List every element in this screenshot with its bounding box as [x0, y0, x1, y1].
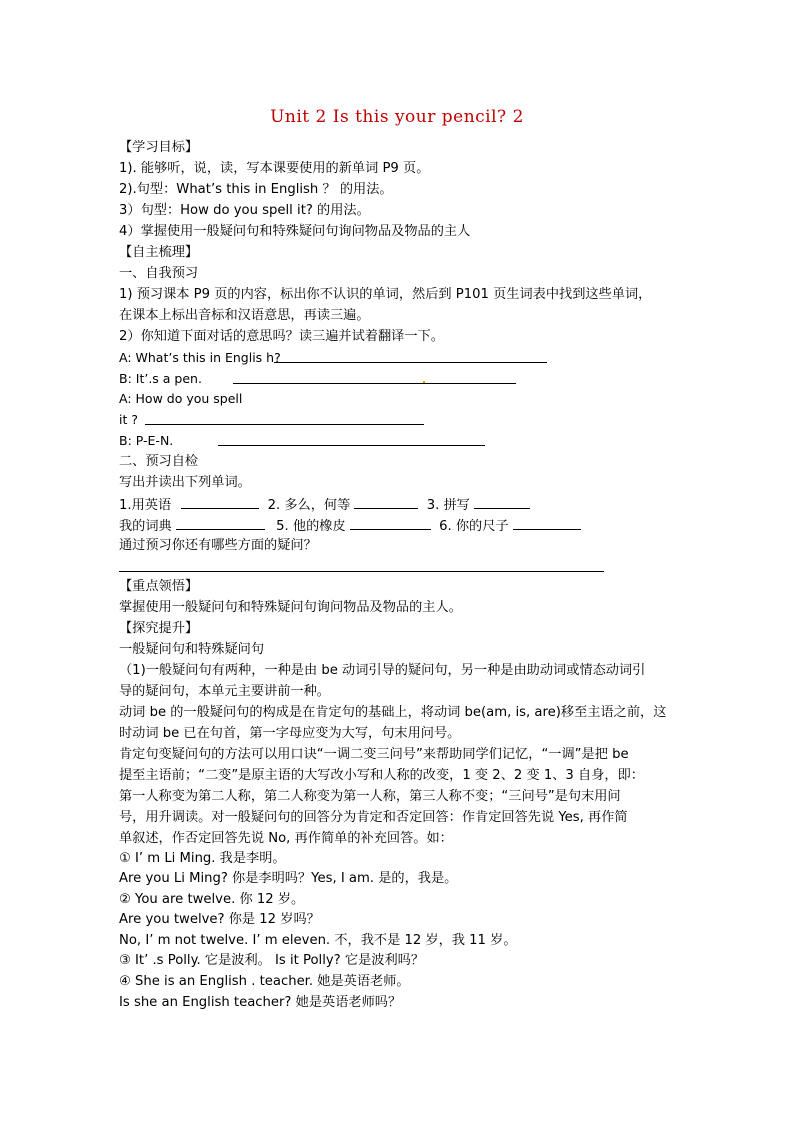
example-5: No, I’ m not twelve. I’ m eleven. 不，我不是 12 岁，我 11 岁。: [119, 933, 517, 948]
example-8: Is she an English teacher? 她是英语老师吗？: [119, 995, 402, 1010]
section-heading-goals: 【学习目标】: [119, 140, 199, 155]
dialog-line-3a: A: How do you spell: [119, 391, 243, 406]
subheading-self-check: 二、预习自检: [119, 454, 199, 469]
words-instruction: 写出并读出下列单词。: [119, 475, 251, 490]
word-blank-2[interactable]: [354, 494, 418, 509]
paragraph-3d: 号，用升调读。对一般疑问句的回答分为肯定和否定回答：作肯定回答先说 Yes, 再作简: [119, 810, 628, 825]
goal-1: 1). 能够听，说，读，写本课要使用的新单词 P9 页。: [119, 161, 430, 176]
paragraph-1b: 导的疑问句，本单元主要讲前一种。: [119, 684, 330, 699]
dialog-line-1: A: What’s this in Englis h?: [119, 350, 281, 365]
answer-blank[interactable]: [119, 571, 604, 572]
example-7: ④ She is an English . teacher. 她是英语老师。: [119, 974, 410, 989]
dialog-line-4: B: P-E-N.: [119, 433, 174, 448]
word-blank-6[interactable]: [513, 515, 581, 530]
goal-3: 3）句型：How do you spell it? 的用法。: [119, 203, 370, 218]
preview-instruction-1b: 在课本上标出音标和汉语意思，再读三遍。: [119, 308, 370, 323]
word-row-1: [119, 494, 530, 516]
example-4: Are you twelve? 你是 12 岁吗？: [119, 912, 320, 927]
word-blank-1[interactable]: [181, 494, 259, 509]
word-row-2: [119, 515, 581, 537]
answer-blank[interactable]: [145, 424, 424, 425]
word-prompt-6: 6. 你的尺子: [439, 519, 509, 534]
preview-instruction-2: 2）你知道下面对话的意思吗？读三遍并试着翻译一下。: [119, 329, 444, 344]
goal-4: 4）掌握使用一般疑问句和特殊疑问句询问物品及物品的主人: [119, 224, 471, 239]
word-prompt-2: 2. 多么，何等: [267, 498, 351, 513]
ink-mark: [423, 381, 425, 383]
doubt-question: 通过预习你还有哪些方面的疑问？: [119, 538, 317, 553]
paragraph-3c: 第一人称变为第二人称，第二人称变为第一人称，第三人称不变；“三问号”是句末用问: [119, 789, 621, 804]
paragraph-3a: 肯定句变疑问句的方法可以用口诀“一调二变三问号”来帮助同学们记忆，“一调”是把 be: [119, 747, 629, 762]
paragraph-2a: 动词 be 的一般疑问句的构成是在肯定句的基础上，将动词 be(am, is, are)移至主语之前，这: [119, 705, 667, 720]
word-blank-3[interactable]: [474, 494, 530, 509]
goal-2: 2).句型：What’s this in English ？ 的用法。: [119, 182, 393, 197]
word-blank-5[interactable]: [350, 515, 431, 530]
word-prompt-1: 1.用英语: [119, 498, 172, 513]
preview-instruction-1a: 1) 预习课本 P9 页的内容，标出你不认识的单词，然后到 P101 页生词表中找到这些单词，: [119, 287, 652, 302]
section-heading-self-study: 【自主梳理】: [119, 245, 199, 260]
paragraph-3b: 提至主语前；“二变”是原主语的大写改小写和人称的改变，1 变 2、2 变 1、3 自身，即：: [119, 768, 644, 783]
answer-blank[interactable]: [274, 362, 547, 363]
paragraph-2b: 时动词 be 已在句首，第一字母应变为大写，句末用问号。: [119, 726, 461, 741]
subheading-preview: 一、自我预习: [119, 266, 199, 281]
answer-blank[interactable]: [218, 445, 485, 446]
example-2: Are you Li Ming? 你是李明吗？Yes, I am. 是的，我是。: [119, 871, 458, 886]
answer-blank[interactable]: [233, 383, 516, 384]
word-prompt-3: 3. 拼写: [426, 498, 470, 513]
section-heading-key-points: 【重点领悟】: [119, 579, 199, 594]
paragraph-3e: 单叙述，作否定回答先说 No, 再作简单的补充回答。如：: [119, 831, 453, 846]
word-blank-4[interactable]: [176, 515, 265, 530]
section-heading-explore: 【探究提升】: [119, 621, 199, 636]
paragraph-1a: （1)一般疑问句有两种，一种是由 be 动词引导的疑问句，另一种是由助动词或情态动词引: [119, 663, 646, 678]
key-point: 掌握使用一般疑问句和特殊疑问句询问物品及物品的主人。: [119, 600, 462, 615]
example-6: ③ It’ .s Polly. 它是波利。 Is it Polly? 它是波利吗？: [119, 953, 425, 968]
dialog-line-3b: it ?: [119, 412, 138, 427]
word-prompt-5: 5. 他的橡皮: [276, 519, 346, 534]
example-3: ② You are twelve. 你 12 岁。: [119, 892, 305, 907]
dialog-line-2: B: It’.s a pen.: [119, 371, 202, 386]
page-title: Unit 2 Is this your pencil? 2: [270, 107, 524, 127]
example-1: ① I’ m Li Ming. 我是李明。: [119, 851, 286, 866]
topic-heading: 一般疑问句和特殊疑问句: [119, 642, 265, 657]
word-prompt-4: 我的词典: [119, 519, 172, 534]
